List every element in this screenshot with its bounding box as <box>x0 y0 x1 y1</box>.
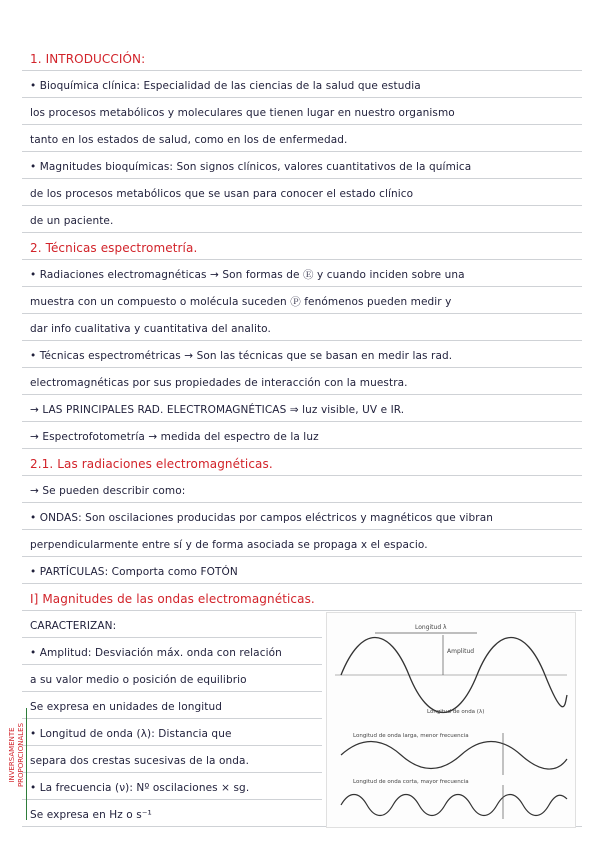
label-long-wave: Longitud de onda larga, menor frecuencia <box>353 733 469 739</box>
text-line: muestra con un compuesto o molécula suceden Ⓟ fenómenos pueden medir y <box>30 296 452 308</box>
text-line: • Longitud de onda (λ): Distancia que <box>30 728 232 740</box>
text-line: • ONDAS: Son oscilaciones producidas por campos eléctricos y magnéticos que vibran <box>30 512 494 524</box>
rule <box>22 502 582 503</box>
label-amplitude: Amplitud <box>447 648 475 655</box>
rule <box>22 610 582 611</box>
text-line: • PARTÍCULAS: Comporta como FOTÓN <box>30 566 238 578</box>
rule <box>22 178 582 179</box>
text-line: de un paciente. <box>30 215 114 227</box>
rule <box>22 340 582 341</box>
text-line: separa dos crestas sucesivas de la onda. <box>30 755 250 767</box>
heading-introduccion: 1. INTRODUCCIÓN: <box>30 52 146 66</box>
rule <box>22 151 582 152</box>
rule <box>22 691 322 692</box>
rule <box>22 205 582 206</box>
rule <box>22 313 582 314</box>
label-short-wave: Longitud de onda corta, mayor frecuencia <box>353 779 469 785</box>
text-line: Se expresa en unidades de longitud <box>30 701 222 713</box>
text-line: • La frecuencia (ν): Nº oscilaciones × sg. <box>30 782 250 794</box>
text-line: • Magnitudes bioquímicas: Son signos clínicos, valores cuantitativos de la química <box>30 161 472 173</box>
side-note <box>2 700 26 810</box>
rule <box>22 70 582 71</box>
text-line: • Técnicas espectrométricas → Son las técnicas que se basan en medir las rad. <box>30 350 453 362</box>
text-line: → Se pueden describir como: <box>30 485 186 497</box>
rule <box>22 529 582 530</box>
text-line: dar info cualitativa y cuantitativa del analito. <box>30 323 271 335</box>
text-line: → LAS PRINCIPALES RAD. ELECTROMAGNÉTICAS ⇒ luz visible, UV e IR. <box>30 404 405 416</box>
rule <box>22 772 322 773</box>
rule <box>22 97 582 98</box>
text-line: • Radiaciones electromagnéticas → Son formas de Ⓔ y cuando inciden sobre una <box>30 269 465 281</box>
text-line: • Bioquímica clínica: Especialidad de las ciencias de la salud que estudia <box>30 80 421 92</box>
rule <box>22 286 582 287</box>
rule <box>22 799 322 800</box>
rule <box>22 367 582 368</box>
rule <box>22 394 582 395</box>
text-line: → Espectrofotometría → medida del espectro de la luz <box>30 431 319 443</box>
text-line: a su valor medio o posición de equilibrio <box>30 674 247 686</box>
wave-long <box>341 742 567 770</box>
rule <box>22 475 582 476</box>
wave-diagram <box>327 613 575 827</box>
rule <box>22 718 322 719</box>
label-wavelength: Longitud λ <box>415 624 447 631</box>
rule <box>22 421 582 422</box>
rule <box>22 448 582 449</box>
rule <box>22 232 582 233</box>
text-line: electromagnéticas por sus propiedades de interacción con la muestra. <box>30 377 408 389</box>
text-line: los procesos metabólicos y moleculares que tienen lugar en nuestro organismo <box>30 107 455 119</box>
text-line: Se expresa en Hz o s⁻¹ <box>30 809 152 821</box>
side-bracket <box>26 708 32 820</box>
text-line: de los procesos metabólicos que se usan para conocer el estado clínico <box>30 188 414 200</box>
side-note-text: INVERSAMENTE PROPORCIONALES <box>8 722 25 788</box>
rule <box>22 124 582 125</box>
text-line: CARACTERIZAN: <box>30 620 117 632</box>
heading-tecnicas: 2. Técnicas espectrometría. <box>30 241 198 255</box>
text-line: perpendicularmente entre sí y de forma asociada se propaga x el espacio. <box>30 539 428 551</box>
label-crest: Longitud de onda (λ) <box>427 709 485 715</box>
rule <box>22 637 322 638</box>
rule <box>22 664 322 665</box>
text-line: • Amplitud: Desviación máx. onda con relación <box>30 647 282 659</box>
rule <box>22 556 582 557</box>
text-line: tanto en los estados de salud, como en los de enfermedad. <box>30 134 348 146</box>
rule <box>22 745 322 746</box>
wave-short <box>341 795 567 816</box>
rule <box>22 583 582 584</box>
heading-radiaciones: 2.1. Las radiaciones electromagnéticas. <box>30 457 273 471</box>
heading-magnitudes: I] Magnitudes de las ondas electromagnéticas. <box>30 592 315 606</box>
rule <box>22 259 582 260</box>
wave-figure <box>326 612 576 828</box>
